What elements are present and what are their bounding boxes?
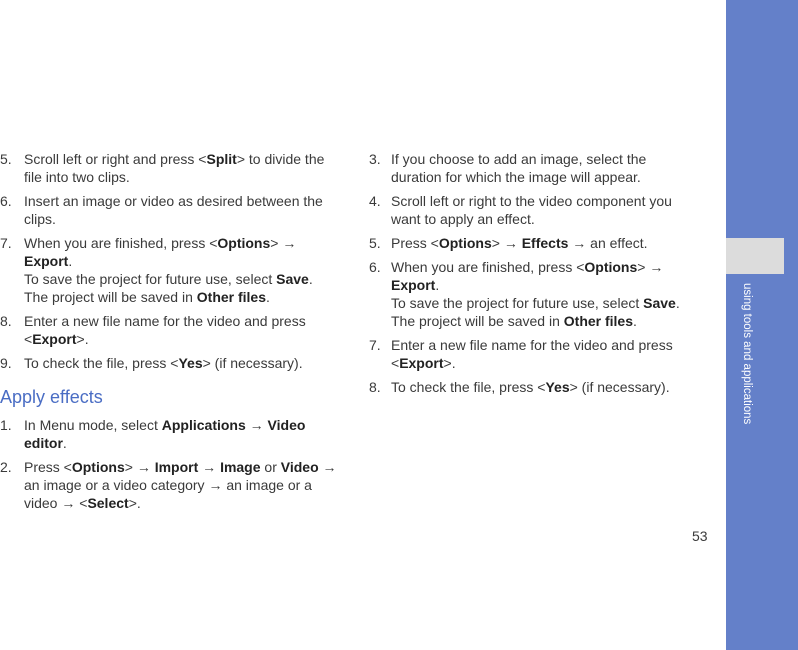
chapter-tab: [726, 238, 784, 274]
ui-term: Export: [391, 277, 436, 293]
ui-term: Select: [87, 495, 129, 511]
ui-term: Options: [71, 459, 125, 475]
list-item: 3. If you choose to add an image, select the duration for which the image will appear.: [369, 151, 647, 185]
ui-term: Yes: [178, 355, 203, 371]
list-item-number: 8.: [369, 379, 381, 395]
list-item-number: 7.: [369, 337, 381, 353]
list-item-number: 1.: [0, 417, 12, 433]
list-item-number: 5.: [0, 151, 12, 167]
list-item-number: 4.: [369, 193, 381, 209]
list-item: 6. When you are finished, press <Options> → Export. To save the project for future use, select Save. The project will be saved in Other files.: [369, 259, 680, 329]
ui-term: Save: [643, 295, 676, 311]
page-number: 53: [692, 528, 708, 544]
right-column: [369, 150, 699, 402]
list-item: 5. Press <Options> → Effects → an effect.: [369, 235, 648, 251]
ui-term: Video: [280, 459, 319, 475]
ui-term: Export: [399, 355, 444, 371]
section-title: Apply effects: [0, 387, 103, 407]
ui-term: Effects: [521, 235, 569, 251]
ui-term: Other files: [563, 313, 634, 329]
list-item: 4. Scroll left or right to the video component you want to apply an effect.: [369, 193, 672, 227]
ui-term: Other files: [196, 289, 267, 305]
list-item-number: 8.: [0, 313, 12, 329]
list-item-number: 7.: [0, 235, 12, 251]
list-item-number: 6.: [369, 259, 381, 275]
ui-term: Yes: [545, 379, 570, 395]
list-item-number: 6.: [0, 193, 12, 209]
list-item-number: 9.: [0, 355, 12, 371]
ui-term: Options: [438, 235, 492, 251]
apply-effects-steps: [0, 416, 340, 512]
list-item: 7. Enter a new file name for the video and press <Export>.: [369, 337, 673, 371]
chapter-sidebar: [726, 0, 798, 650]
ui-term: Video editor: [24, 417, 306, 451]
list-item: 7. When you are finished, press <Options> → Export. To save the project for future use, select Save. The project will be saved in Other files.: [0, 235, 313, 305]
ui-term: Options: [217, 235, 271, 251]
list-item: 1. In Menu mode, select Applications → Video editor.: [0, 417, 306, 451]
apply-effects-steps-continued: [369, 150, 699, 396]
ui-term: Options: [584, 259, 638, 275]
list-item: 2. Press <Options> → Import → Image or Video → an image or a video category → an image or a video → <Select>.: [0, 459, 337, 511]
ui-term: Save: [276, 271, 309, 287]
ui-term: Export: [24, 253, 69, 269]
ui-term: Import: [154, 459, 199, 475]
list-item-number: 3.: [369, 151, 381, 167]
ui-term: Image: [220, 459, 261, 475]
chapter-label: using tools and applications: [741, 283, 753, 425]
list-item: 5. Scroll left or right and press <Split> to divide the file into two clips.: [0, 151, 325, 185]
left-column: [0, 150, 340, 518]
list-item: 9. To check the file, press <Yes> (if necessary).: [0, 355, 303, 371]
list-item: 6. Insert an image or video as desired between the clips.: [0, 193, 323, 227]
ui-term: Split: [206, 151, 237, 167]
list-item-number: 5.: [369, 235, 381, 251]
ui-term: Export: [32, 331, 77, 347]
list-item: 8. To check the file, press <Yes> (if necessary).: [369, 379, 670, 395]
list-item-number: 2.: [0, 459, 12, 475]
ui-term: Applications: [161, 417, 246, 433]
list-item: 8. Enter a new file name for the video and press <Export>.: [0, 313, 306, 347]
steps-list-continued: [0, 150, 340, 372]
